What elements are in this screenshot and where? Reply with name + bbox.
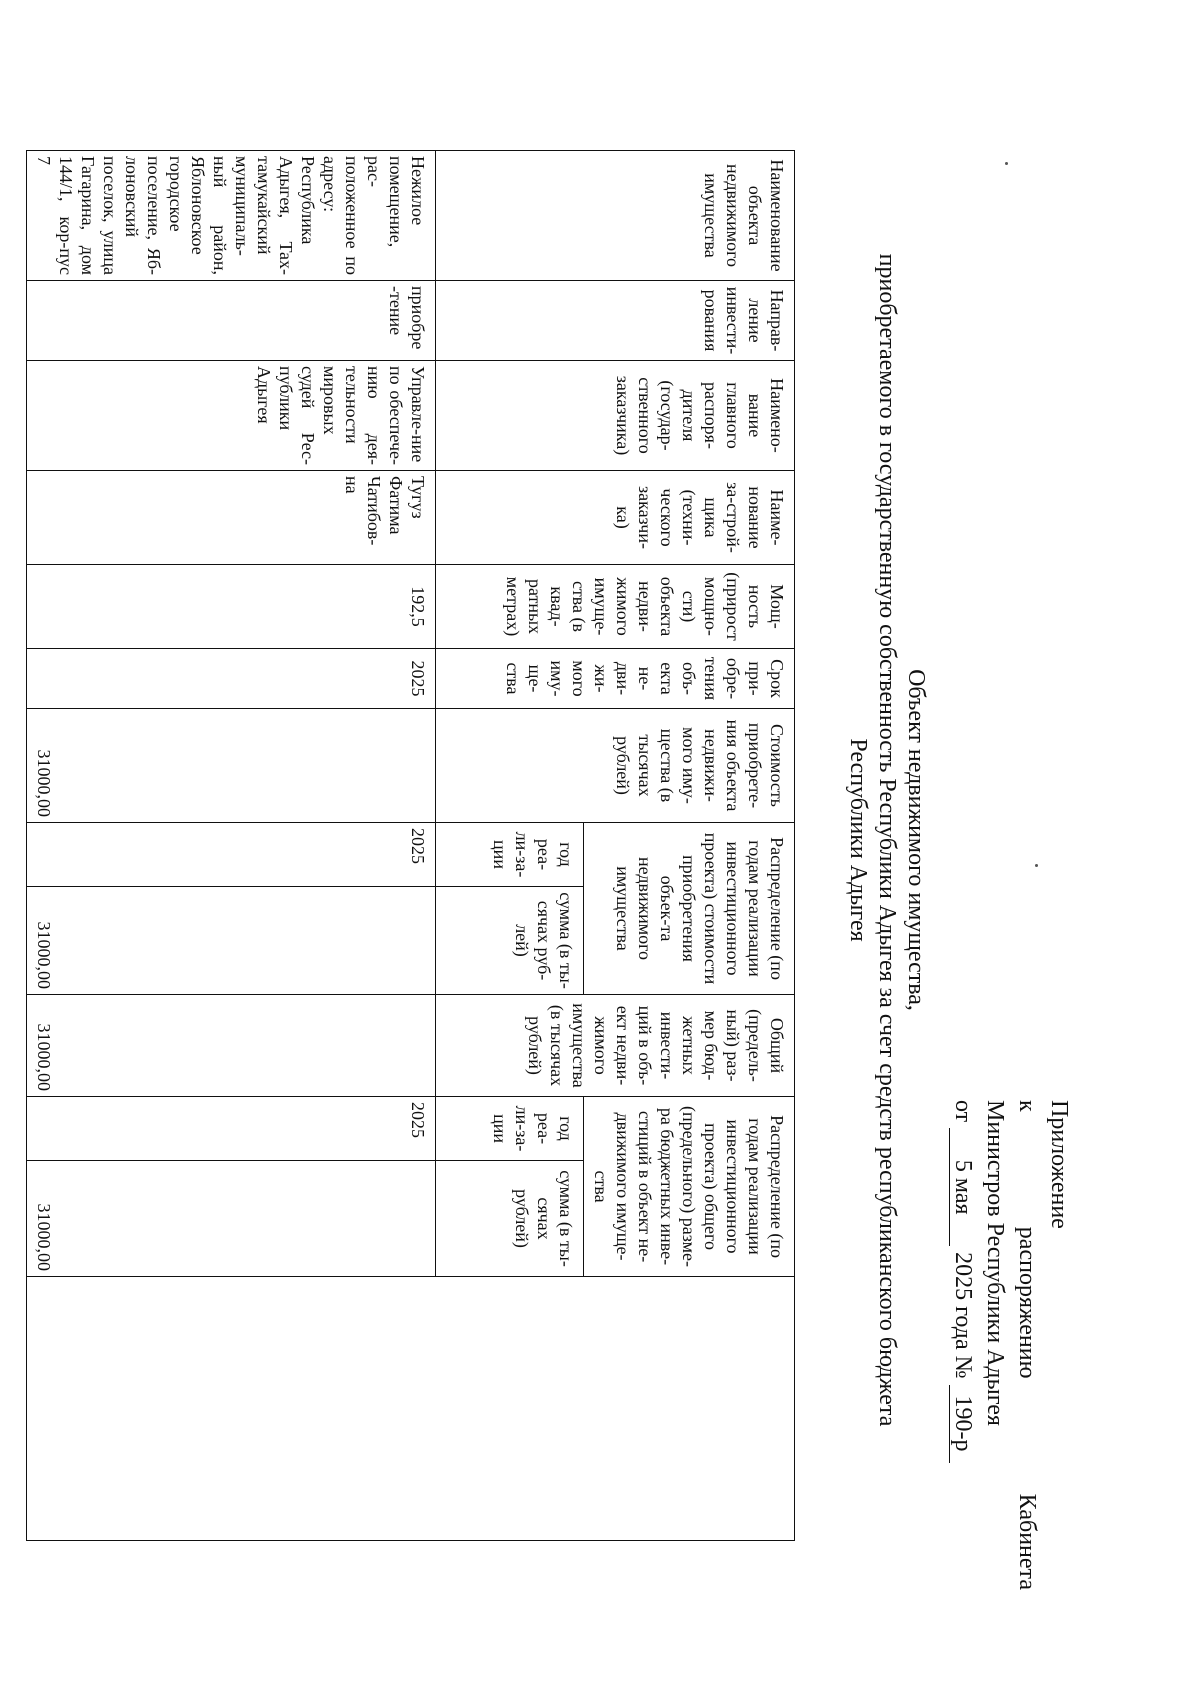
header-investment-direction: Направ-ление инвести-рования xyxy=(436,281,795,361)
appendix-header xyxy=(947,1100,1075,1590)
subheader-investment-sum: сумма (в ты-сячах рублей) xyxy=(436,1161,584,1277)
appendix-label: Приложение xyxy=(1046,1100,1072,1229)
empty-cell xyxy=(27,1277,795,1541)
appendix-line-3: Министров Республики Адыгея xyxy=(982,1100,1008,1426)
cell-acquisition-term: 2025 xyxy=(27,649,436,709)
order-number: 190-р xyxy=(949,1385,976,1463)
cell-developer: Тугуз Фатима Чатибов-на xyxy=(27,471,436,565)
appendix-date-line xyxy=(947,1100,979,1590)
cell-cost-year: 2025 xyxy=(27,823,436,887)
header-chief-manager: Наимено-вание главного распоря-дителя (государ-ственного заказчика) xyxy=(436,361,795,471)
header-acquisition-cost: Стоимость приобрете-ния объекта недвижи-мого иму-щества (в тысячах рублей) xyxy=(436,709,795,823)
cell-acquisition-cost: 31000,00 xyxy=(27,709,436,823)
cell-total-investment: 31000,00 xyxy=(27,995,436,1097)
appendix-word: к xyxy=(1014,1100,1040,1112)
title-line: Объект недвижимого имущества, xyxy=(903,669,929,1011)
cell-object-name: Нежилое помещение, рас-положенное по адресу: Республика Адыгея, Тах-тамукайский муниципаль-ный район, Яблоновское городское поселение, Яб-лоновский поселок, улица Гагарина, дом 144/1, кор-пус 7 xyxy=(27,151,436,281)
cell-investment-year: 2025 xyxy=(27,1097,436,1161)
header-acquisition-term: Срок при-обре-тения объ-екта не-дви-жи-мого иму-ще-ства xyxy=(436,649,795,709)
appendix-word: распоряжению xyxy=(1014,1226,1040,1379)
cell-cost-sum: 31000,00 xyxy=(27,887,436,995)
cell-chief-manager: Управле-ние по обеспече-нию дея-тельности мировых судей Рес-публики Адыгея xyxy=(27,361,436,471)
header-developer: Наиме-нование за-строй-щика (техни-ческого заказчи-ка) xyxy=(436,471,795,565)
subheader-cost-year: год реа-ли-за-ции xyxy=(436,823,584,887)
appendix-word: Кабинета xyxy=(1014,1493,1040,1590)
document-title xyxy=(843,150,930,1530)
header-cost-distribution: Распределение (по годам реализации инвестиционного проекта) стоимости приобретения объек-та недвижимого имущества xyxy=(584,823,795,995)
scan-speck xyxy=(1035,864,1038,867)
property-table xyxy=(26,150,795,1541)
title-line: приобретаемого в государственную собственность Республики Адыгея за счет средств республиканского бюджета xyxy=(874,253,900,1427)
title-line: Республики Адыгея xyxy=(845,738,871,942)
appendix-line-2 xyxy=(1011,1100,1043,1590)
header-total-investment: Общий (предель-ный) раз-мер бюд-жетных инвести-ций в объ-ект недви-жимого имущества (в тысячах рублей) xyxy=(436,995,795,1097)
cell-investment-direction: приобре-тение xyxy=(27,281,436,361)
cell-capacity: 192,5 xyxy=(27,565,436,649)
scan-speck xyxy=(1005,162,1008,165)
date-day: 5 мая xyxy=(949,1128,976,1246)
date-prefix: от xyxy=(950,1100,976,1123)
cell-investment-sum: 31000,00 xyxy=(27,1161,436,1277)
header-capacity: Мощ-ность (прирост мощно-сти) объекта недви-жимого имуще-ства (в квад-ратных метрах) xyxy=(436,565,795,649)
header-investment-distribution: Распределение (по годам реализации инвестиционного проекта) общего (предельного) разме-ра бюджетных инве-стиций в объект не-движимого имуще-ства xyxy=(584,1097,795,1277)
header-object-name: Наименование объекта недвижимого имущества xyxy=(436,151,795,281)
date-year: 2025 года № xyxy=(950,1252,976,1379)
subheader-investment-year: год реа-ли-за-ции xyxy=(436,1097,584,1161)
header-row xyxy=(584,151,795,1541)
subheader-cost-sum: сумма (в ты-сячах руб-лей) xyxy=(436,887,584,995)
